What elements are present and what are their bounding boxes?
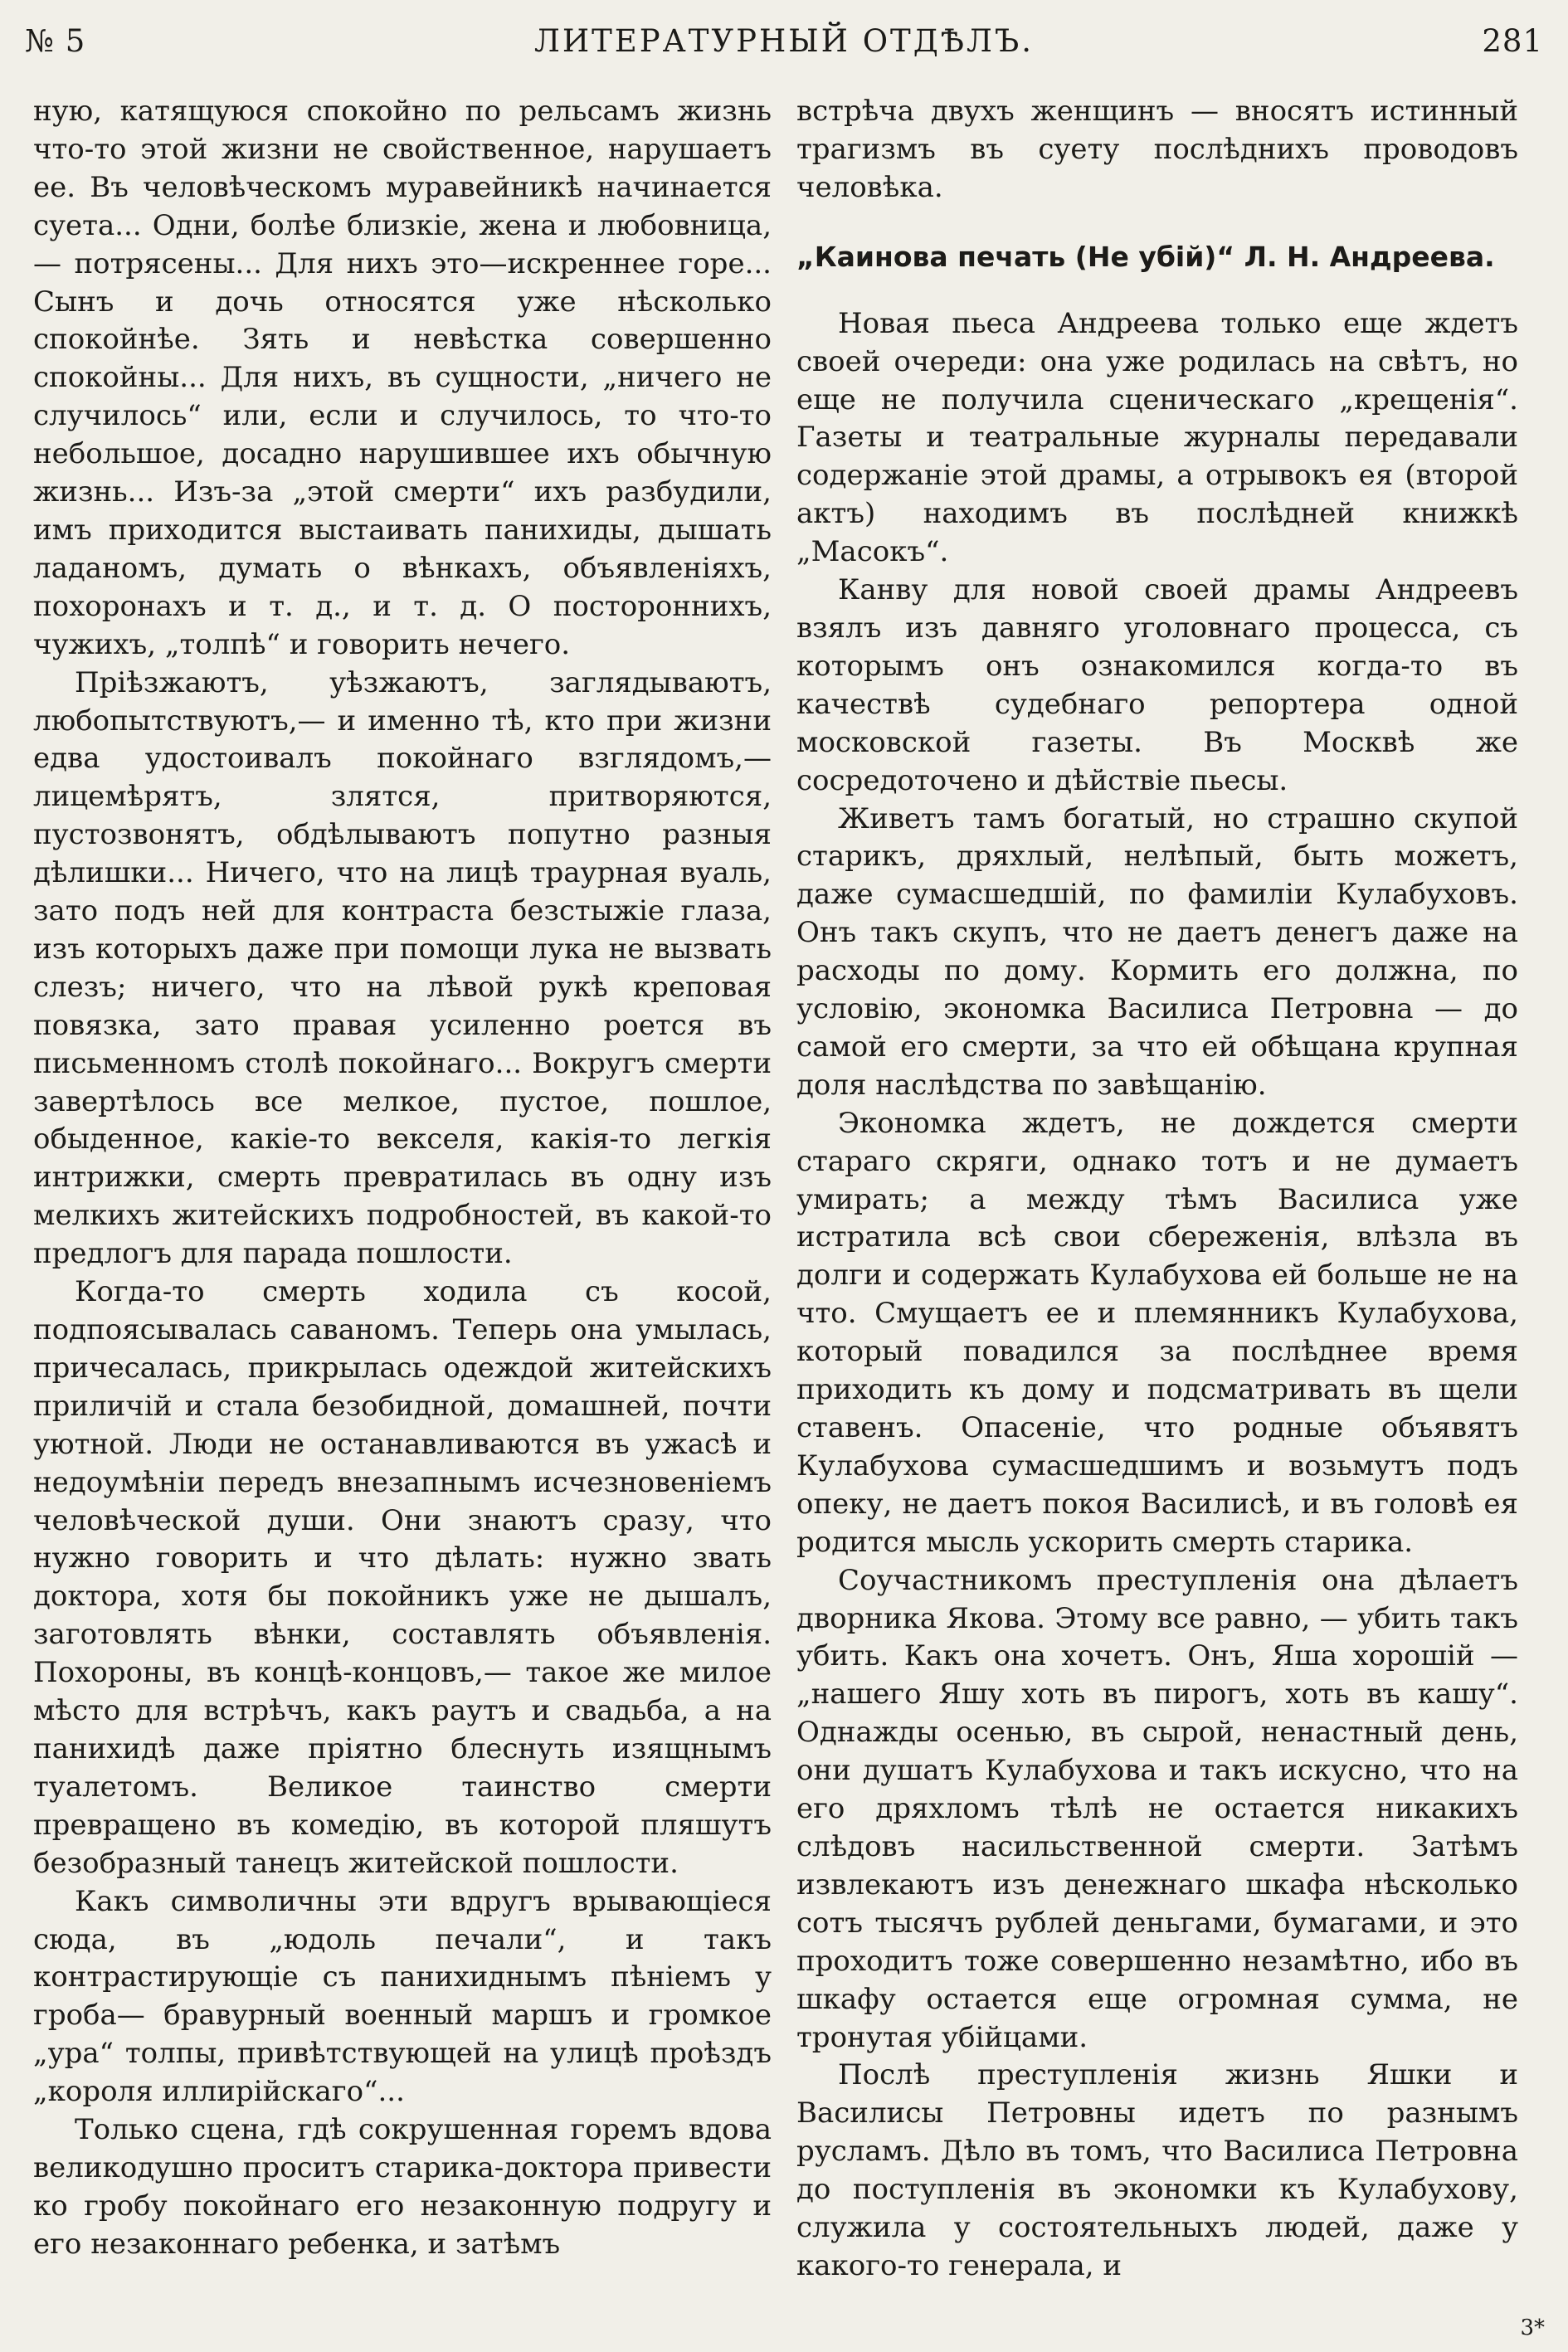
paragraph: Когда-то смерть ходила съ косой, подпоясывалась саваномъ. Теперь она умылась, причесалась, прикрылась одеждой житейскихъ приличій и стала безобидной, домашней, почти уютной. Люди не останавливаются въ ужасѣ и недоумѣніи передъ внезапнымъ исчезновеніемъ человѣческой души. Они знаютъ сразу, что нужно говорить и что дѣлать: нужно звать доктора, хотя бы покойникъ уже не дышалъ, заготовлять вѣнки, составлять объявленія. Похороны, въ концѣ-концовъ,— такое же милое мѣсто для встрѣчъ, какъ раутъ и свадьба, а на панихидѣ даже пріятно блеснуть изящнымъ туалетомъ. Великое таинство смерти превращено въ комедію, въ которой пляшутъ безобразный танецъ житейской пошлости. [33,1275,772,1880]
paragraph: Только сцена, гдѣ сокрушенная горемъ вдова великодушно проситъ старика-доктора привести ко гробу покойнаго его незаконную подругу и его незаконнаго ребенка, и затѣмъ [33,2113,772,2261]
left-column [33,93,772,2325]
running-header [25,12,1543,61]
right-column [796,93,1518,2325]
paragraph: Соучастникомъ преступленія она дѣлаетъ дворника Якова. Этому все равно, — убить такъ убить. Какъ она хочетъ. Онъ, Яша хорошій — „нашего Яшу хоть въ пирогъ, хоть въ кашу“. Однажды осенью, въ сырой, ненастный день, они душатъ Кулабухова и такъ искусно, что на его дряхломъ тѣлѣ не остается никакихъ слѣдовъ насильственной смерти. Затѣмъ извлекаютъ изъ денежнаго шкафа нѣсколько сотъ тысячъ рублей деньгами, бумагами, и это проходитъ тоже совершенно незамѣтно, ибо въ шкафу остается еще огромная сумма, не тронутая убійцами. [796,1563,1518,2054]
paragraph: Пріѣзжаютъ, уѣзжаютъ, заглядываютъ, любопытствуютъ,— и именно тѣ, кто при жизни едва удостоивалъ покойнаго взглядомъ,—лицемѣрятъ, злятся, притворяются, пустозвонятъ, обдѣлываютъ попутно разныя дѣлишки... Ничего, что на лицѣ траурная вуаль, зато подъ ней для контраста безстыжіе глаза, изъ которыхъ даже при помощи лука не вызвать слезъ; ничего, что на лѣвой рукѣ крепoвая повязка, зато правая усиленно роется въ письменномъ столѣ покойнаго... Вокругъ смерти завертѣлось все мелкое, пустое, пошлое, обыденное, какіе-то векселя, какія-то легкія интрижки, смерть превратилась въ одну изъ мелкихъ житейскихъ подробностей, въ какой-то предлогъ для парада пошлости. [33,665,772,1271]
section-title: ЛИТЕРАТУРНЫЙ ОТДѢЛЪ. [533,23,1035,59]
page-number: 281 [1482,23,1543,59]
paragraph: Новая пьеса Андреева только еще ждетъ своей очереди: она уже родилась на свѣтъ, но еще не получила сценическаго „крещенія“. Газеты и театральные журналы передавали содержаніе этой драмы, а отрывокъ ея (второй актъ) находимъ въ послѣдней книжкѣ „Масокъ“. [796,306,1518,569]
paragraph: Экономка ждетъ, не дождется смерти стараго скряги, однако тотъ и не думаетъ умирать; а между тѣмъ Василиса уже истратила всѣ свои сбереженія, влѣзла въ долги и содержать Кулабухова ей больше не на что. Смущаетъ ее и племянникъ Кулабухова, который повадился за послѣднее время приходить къ дому и подсматривать въ щели ставенъ. Опасеніе, что родные объявятъ Кулабухова сумасшедшимъ и возьмутъ подъ опеку, не даетъ покоя Василисѣ, и въ головѣ ея родится мысль ускорить смерть старика. [796,1106,1518,1559]
printer-signature-mark: 3* [1520,2315,1545,2340]
paragraph: Послѣ преступленія жизнь Яшки и Василисы Петровны идетъ по разнымъ русламъ. Дѣло въ томъ, что Василиса Петровна до поступленія въ экономки къ Кулабухову, служила у состоятельныхъ людей, даже у какого-то генерала, и [796,2058,1518,2282]
paragraph: Живетъ тамъ богатый, но страшно скупой старикъ, дряхлый, нелѣпый, быть можетъ, даже сумасшедшій, по фамиліи Кулабуховъ. Онъ такъ скупъ, что не даетъ денегъ даже на расходы по дому. Кормить его должна, по условію, экономка Василиса Петровна — до самой его смерти, за что ей обѣщана крупная доля наслѣдства по завѣщанію. [796,801,1518,1102]
paragraph: Канву для новой своей драмы Андреевъ взялъ изъ давняго уголовнаго процесса, съ которымъ онъ ознакомился когда-то въ качествѣ судебнаго репортера одной московской газеты. Въ Москвѣ же сосредоточено и дѣйствіе пьесы. [796,573,1518,797]
issue-number: № 5 [25,23,86,59]
paragraph: встрѣча двухъ женщинъ — вносятъ истинный трагизмъ въ суету послѣднихъ проводовъ человѣка. [796,95,1518,204]
paragraph: ную, катящуюся спокойно по рельсамъ жизнь что-то этой жизни не свойственное, нарушаетъ ее. Въ человѣческомъ муравейникѣ начинается суета... Одни, болѣе близкіе, жена и любовница,— потрясены... Для нихъ это—искреннее горе... Сынъ и дочь относятся уже нѣсколько спокойнѣе. Зять и невѣстка совершенно спокойны... Для нихъ, въ сущности, „ничего не случилось“ или, если и случилось, то что-то небольшое, досадно нарушившее ихъ обычную жизнь... Изъ-за „этой смерти“ ихъ разбудили, имъ приходится выстаивать панихиды, дышать ладаномъ, думать о вѣнкахъ, объявленіяхъ, похоронахъ и т. д., и т. д. О постороннихъ, чужихъ, „толпѣ“ и говорить нечего. [33,95,772,661]
paragraph: Какъ символичны эти вдругъ врывающіеся сюда, въ „юдоль печали“, и такъ контрастирующіе съ панихиднымъ пѣніемъ у гроба— бравурный военный маршъ и громкое „ура“ толпы, привѣтствующей на улицѣ проѣздъ „короля иллирійскаго“... [33,1884,772,2109]
article-heading: „Каинова печать (Не убій)“ Л. Н. Андреева. [796,240,1495,273]
